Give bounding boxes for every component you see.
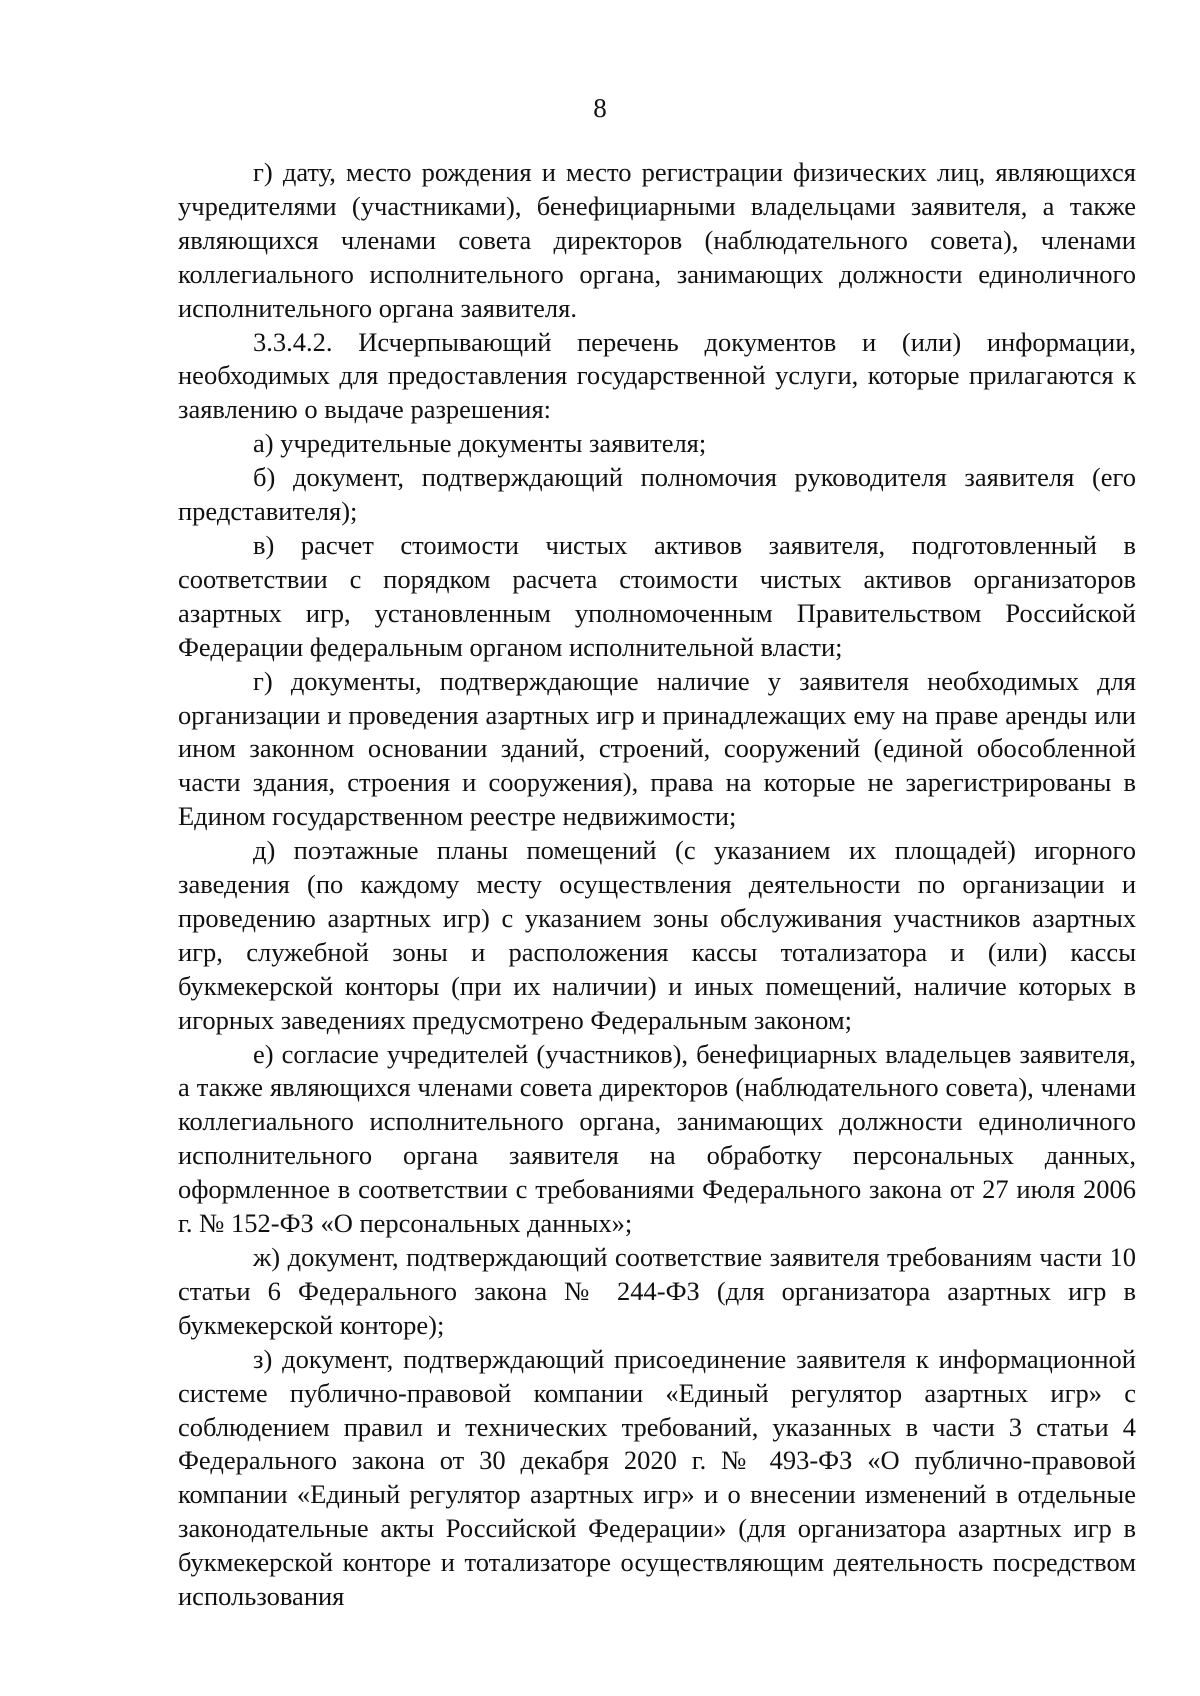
paragraph-z-regulator-connection: з) документ, подтверждающий присоединение заявителя к информационной системе публично-правовой компании «Единый регулятор азартных игр» с соблюдением правил и технических требований, указанных в части 3 статьи 4 Федерального закона от 30 декабря 2020 г. № 493-ФЗ «О публично-правовой компании «Единый регулятор азартных игр» и о внесении изменений в отдельные законодательные акты Российской Федерации» (для организатора азартных игр в букмекерской конторе и тотализаторе осуществляющим деятельность посредством использования bbox=[178, 1343, 1136, 1612]
paragraph-zh-compliance-document: ж) документ, подтверждающий соответствие заявителя требованиям части 10 статьи 6 Федерального закона № 244-ФЗ (для организатора азартных игр в букмекерской конторе); bbox=[178, 1242, 1136, 1340]
document-body bbox=[178, 156, 1136, 1614]
page-number: 8 bbox=[593, 93, 607, 123]
paragraph-b-authority-document: б) документ, подтверждающий полномочия руководителя заявителя (его представителя); bbox=[178, 462, 1136, 527]
paragraph-g-buildings-documents: г) документы, подтверждающие наличие у заявителя необходимых для организации и проведения азартных игр и принадлежащих ему на праве аренды или ином законном основании зданий, строений, сооружений (единой обособленной части здания, строения и сооружения), права на которые не зарегистрированы в Едином государственном реестре недвижимости; bbox=[178, 665, 1136, 832]
paragraph-d-floor-plans: д) поэтажные планы помещений (с указанием их площадей) игорного заведения (по каждому месту осуществления деятельности по организации и проведению азартных игр) с указанием зоны обслуживания участников азартных игр, служебной зоны и расположения кассы тотализатора и (или) кассы букмекерской конторы (при их наличии) и иных помещений, наличие которых в игорных заведениях предусмотрено Федеральным законом; bbox=[178, 835, 1136, 1035]
paragraph-a-founding-documents: а) учредительные документы заявителя; bbox=[253, 428, 707, 459]
paragraph-e-personal-data-consent: е) согласие учредителей (участников), бенефициарных владельцев заявителя, а также являющихся членами совета директоров (наблюдательного совета), членами коллегиального исполнительного органа, занимающих должности единоличного исполнительного органа заявителя на обработку персональных данных, оформленное в соответствии с требованиями Федерального закона от 27 июля 2006 г. № 152-ФЗ «О персональных данных»; bbox=[178, 1038, 1136, 1239]
paragraph-3-3-4-2: 3.3.4.2. Исчерпывающий перечень документов и (или) информации, необходимых для предоставления государственной услуги, которые прилагаются к заявлению о выдаче разрешения: bbox=[178, 326, 1136, 425]
paragraph-v-net-assets: в) расчет стоимости чистых активов заявителя, подготовленный в соответствии с порядком расчета стоимости чистых активов организаторов азартных игр, установленным уполномоченным Правительством Российской Федерации федеральным органом исполнительной власти; bbox=[178, 529, 1136, 662]
paragraph-g-founders-data: г) дату, место рождения и место регистрации физических лиц, являющихся учредителями (участниками), бенефициарными владельцами заявителя, а также являющихся членами совета директоров (наблюдательного совета), членами коллегиального исполнительного органа, занимающих должности единоличного исполнительного органа заявителя. bbox=[178, 157, 1136, 323]
